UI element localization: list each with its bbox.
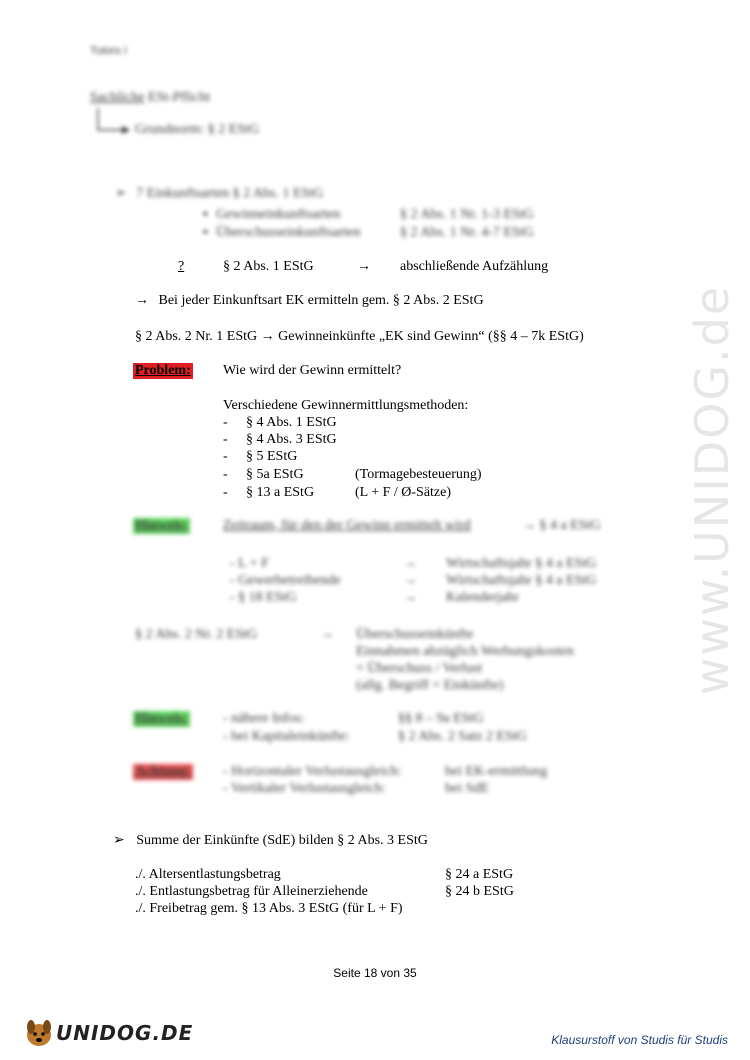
hinweis-row-left: - Gewerbetreibende xyxy=(230,573,341,588)
hinweis-row-right: Wirtschaftsjahr § 4 a EStG xyxy=(446,573,597,588)
watermark: www.UNIDOG.de xyxy=(685,284,739,696)
q-line-text: abschließende Aufzählung xyxy=(400,259,549,274)
footer-tagline: Klausurstoff von Studis für Studis xyxy=(551,1033,728,1047)
hinweis-text: Zeitraum, für den der Gewinn ermittelt wird xyxy=(223,518,471,533)
nr2-line: Überschusseinkünfte xyxy=(356,627,474,642)
summe-line: ➢ Summe der Einkünfte (SdE) bilden § 2 Abs. 3 EStG xyxy=(113,833,428,848)
method-ref: § 13 a EStG xyxy=(246,485,315,500)
page-number: Seite 18 von 35 xyxy=(333,966,417,980)
header-label: Tutors I xyxy=(90,45,127,57)
method-ref: § 4 Abs. 1 EStG xyxy=(246,415,337,430)
nr2-line: = Überschuss / Verlust xyxy=(356,661,483,676)
method-note: (L + F / Ø-Sätze) xyxy=(355,485,452,500)
hinweis-row-right: Kalenderjahr xyxy=(446,590,520,605)
method-ref: § 5 EStG xyxy=(246,449,298,464)
method-dash: - xyxy=(223,449,228,464)
deduction-item: ./. Altersentlastungsbetrag xyxy=(135,867,281,882)
einkunftsart-ref-0: § 2 Abs. 1 Nr. 1-3 EStG xyxy=(400,207,534,222)
arrow-icon: → xyxy=(357,259,371,274)
tree-connector xyxy=(96,108,136,138)
einkunftsarten-title: ➢ 7 Einkunftsarten § 2 Abs. 1 EStG xyxy=(115,186,324,201)
method-ref: § 5a EStG xyxy=(246,467,304,482)
method-ref: § 4 Abs. 3 EStG xyxy=(246,432,337,447)
triangle-bullet-icon: ➢ xyxy=(115,186,127,201)
arrow-icon: → xyxy=(403,590,417,605)
einkunftsart-item-1: ▪ Überschusseinkunftsarten xyxy=(203,225,361,241)
arrow-icon: → xyxy=(403,573,417,588)
arrow-icon: → xyxy=(135,293,149,308)
achtung-row-right: bei SdE xyxy=(445,781,489,796)
deduction-item: ./. Freibetrag gem. § 13 Abs. 3 EStG (für L + F) xyxy=(135,901,403,916)
nr2-line: Einnahmen abzüglich Werbungskosten xyxy=(356,644,574,659)
hinweis-ref: → § 4 a EStG xyxy=(522,518,601,533)
einkunftsart-item-0: ▪ Gewinneinkunftsarten xyxy=(203,207,340,223)
arrow-icon: → xyxy=(320,627,334,642)
achtung-row-right: bei EK-ermittlung xyxy=(445,764,548,779)
method-note: (Tormagebesteuerung) xyxy=(355,467,482,482)
hinweis2-row-left: - bei Kapitaleinkünfte: xyxy=(223,729,350,744)
footer-logo xyxy=(22,1015,194,1051)
problem-label: Problem: xyxy=(135,363,191,378)
grundnorm: Grundnorm: § 2 EStG xyxy=(135,122,260,137)
footer-logo-text: UNIDOG.DE xyxy=(56,1021,194,1045)
question-mark: ? xyxy=(178,259,185,274)
method-dash: - xyxy=(223,415,228,430)
triangle-bullet-icon: ➢ xyxy=(113,833,125,848)
hinweis2-row-left: - nähere Infos: xyxy=(223,711,305,726)
line-nr1: § 2 Abs. 2 Nr. 1 EStG → Gewinneinkünfte „EK sind Gewinn“ (§§ 4 – 7k EStG) xyxy=(135,329,584,344)
line-ek: → Bei jeder Einkunftsart EK ermitteln gem. § 2 Abs. 2 EStG xyxy=(135,293,484,308)
arrow-icon: → xyxy=(403,556,417,571)
methods-title: Verschiedene Gewinnermittlungsmethoden: xyxy=(223,398,469,413)
method-dash: - xyxy=(223,485,228,500)
achtung-row-left: - Vertikaler Verlustausgleich: xyxy=(223,781,386,796)
nr2-ref: § 2 Abs. 2 Nr. 2 EStG xyxy=(135,627,258,642)
q-line-ref: § 2 Abs. 1 EStG xyxy=(223,259,314,274)
problem-question: Wie wird der Gewinn ermittelt? xyxy=(223,363,402,378)
section-title: Sachliche ESt-Pflicht xyxy=(90,90,211,105)
method-dash: - xyxy=(223,467,228,482)
achtung-label: Achtung: xyxy=(135,764,192,779)
hinweis-label: Hinweis: xyxy=(135,518,188,533)
hinweis2-row-right: §§ 8 – 9a EStG xyxy=(398,711,484,726)
hinweis2-row-right: § 2 Abs. 2 Satz 2 EStG xyxy=(398,729,527,744)
nr2-line: (allg. Begriff = Einkünfte) xyxy=(356,678,504,693)
deduction-ref: § 24 a EStG xyxy=(445,867,514,882)
hinweis-row-left: - L + F xyxy=(230,556,269,571)
deduction-ref: § 24 b EStG xyxy=(445,884,514,899)
hinweis-row-left: - § 18 EStG xyxy=(230,590,297,605)
deduction-item: ./. Entlastungsbetrag für Alleinerziehende xyxy=(135,884,368,899)
einkunftsart-ref-1: § 2 Abs. 1 Nr. 4-7 EStG xyxy=(400,225,534,240)
hinweis-row-right: Wirtschaftsjahr § 4 a EStG xyxy=(446,556,597,571)
hinweis2-label: Hinweis: xyxy=(135,711,188,726)
method-dash: - xyxy=(223,432,228,447)
achtung-row-left: - Horizontaler Verlustausgleich: xyxy=(223,764,402,779)
dog-icon xyxy=(22,1015,56,1049)
